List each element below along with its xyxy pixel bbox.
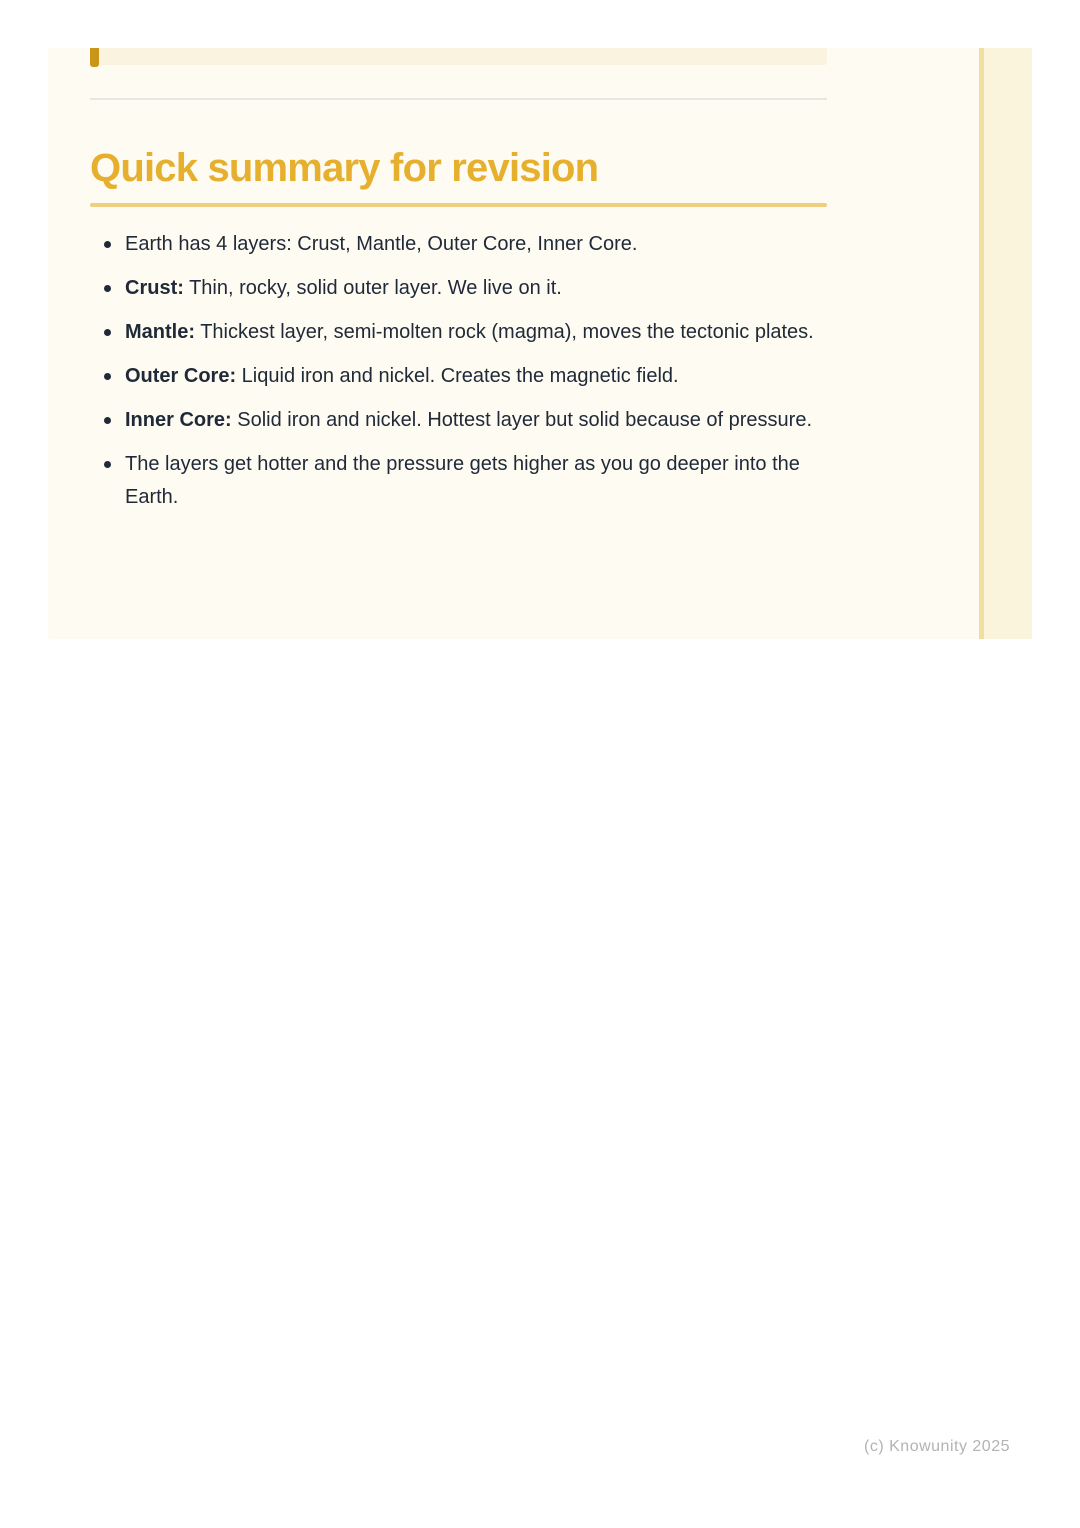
list-item <box>90 448 835 514</box>
list-item <box>90 360 835 393</box>
list-item <box>90 228 835 261</box>
callout-accent-bar <box>90 48 99 67</box>
list-item-text: Solid iron and nickel. Hottest layer but solid because of pressure. <box>231 409 812 431</box>
section-divider <box>90 98 827 100</box>
list-item-bold: Crust: <box>125 277 184 299</box>
section-heading: Quick summary for revision <box>90 146 599 190</box>
list-item-text: Thin, rocky, solid outer layer. We live on it. <box>183 277 562 299</box>
side-accent-column <box>979 48 1032 639</box>
summary-list <box>90 228 835 525</box>
callout-fragment <box>90 48 827 65</box>
list-item-bold: Inner Core: <box>125 409 232 431</box>
content-card <box>48 48 1032 639</box>
list-item <box>90 272 835 305</box>
list-item-bold: Outer Core: <box>125 365 237 387</box>
list-item-text: Earth has 4 layers: Crust, Mantle, Outer Core, Inner Core. <box>125 233 638 255</box>
footer-credit: (c) Knowunity 2025 <box>864 1438 1010 1455</box>
list-item <box>90 404 835 437</box>
heading-underline <box>90 203 827 207</box>
list-item-bold: Mantle: <box>125 321 195 343</box>
list-item-text: Thickest layer, semi-molten rock (magma), moves the tectonic plates. <box>195 321 814 343</box>
list-item-text: The layers get hotter and the pressure gets higher as you go deeper into the Earth. <box>125 453 800 508</box>
list-item <box>90 316 835 349</box>
list-item-text: Liquid iron and nickel. Creates the magnetic field. <box>236 365 679 387</box>
